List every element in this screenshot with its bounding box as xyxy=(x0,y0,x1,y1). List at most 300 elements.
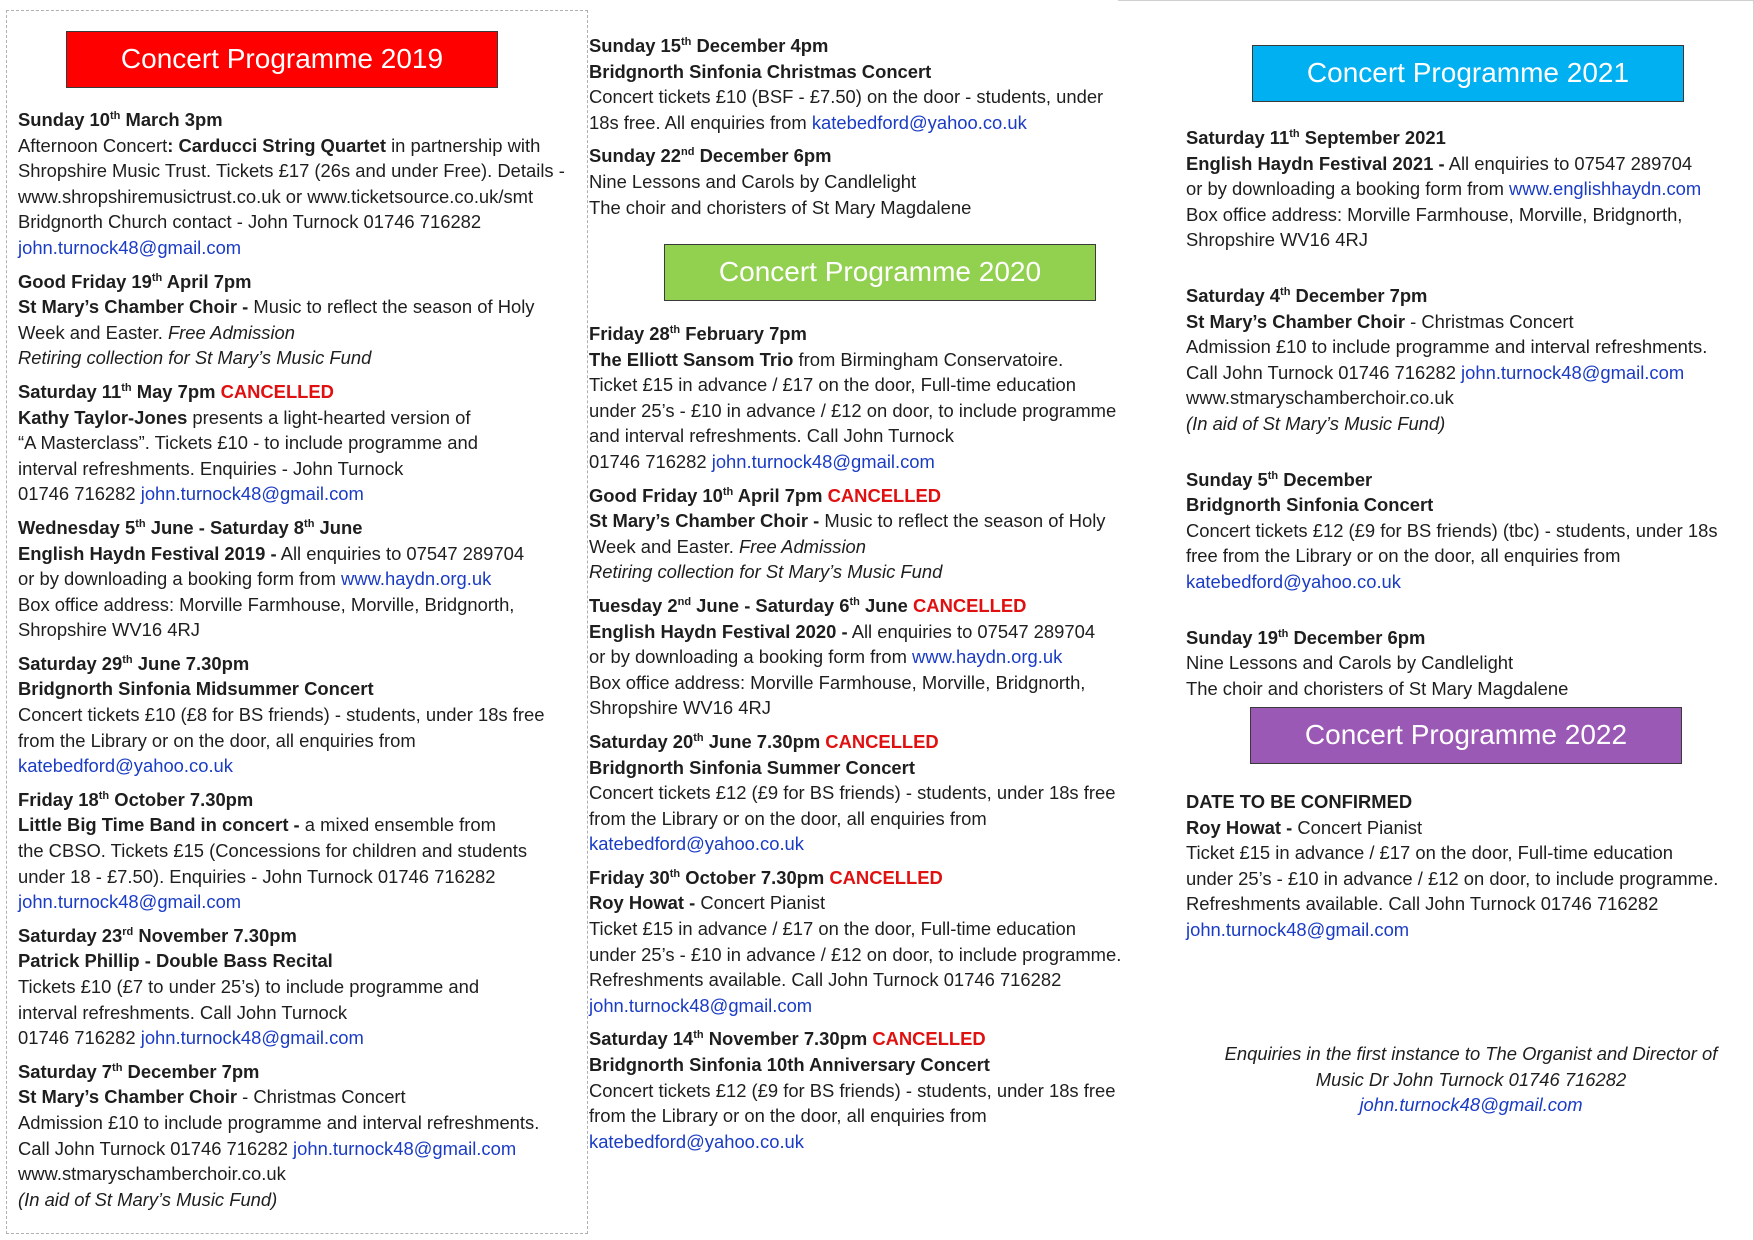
event-detail-line xyxy=(18,184,588,210)
event-entry xyxy=(18,651,588,779)
bold-text: Saturday 11 xyxy=(18,380,122,402)
text-segment: Box office address: Morville Farmhouse, Morville, Bridgnorth, xyxy=(1186,203,1683,225)
bold-text: Sunday 22 xyxy=(589,145,681,167)
bold-text: St Mary’s Chamber Choir - xyxy=(589,510,820,532)
event-detail-line xyxy=(18,405,588,431)
event-detail-line xyxy=(589,619,1159,645)
event-detail-line xyxy=(589,755,1159,781)
italic-text: Free Admission xyxy=(738,535,867,557)
footer-email-link[interactable]: john.turnock48@gmail.com xyxy=(1359,1094,1583,1116)
event-entry xyxy=(589,729,1159,857)
event-date-line xyxy=(18,651,588,677)
contact-link[interactable]: john.turnock48@gmail.com xyxy=(140,1027,364,1049)
contact-link[interactable]: john.turnock48@gmail.com xyxy=(18,891,242,913)
text-segment: Refreshments available. Call John Turnock 01746 716282 xyxy=(589,969,1062,991)
event-entry xyxy=(18,107,588,261)
event-detail-line xyxy=(18,430,588,456)
text-segment: Ticket £15 in advance / £17 on the door, Full-time education xyxy=(589,918,1076,940)
cancelled-badge: CANCELLED xyxy=(827,484,942,506)
ordinal-suffix: th xyxy=(135,517,146,530)
text-segment: Concert Pianist xyxy=(695,892,826,914)
italic-text: Retiring collection for St Mary’s Music Fund xyxy=(18,347,372,369)
event-detail-line xyxy=(18,456,588,482)
text-segment: Admission £10 to include programme and interval refreshments. xyxy=(1186,336,1708,358)
event-entry xyxy=(589,321,1159,475)
text-segment: Week and Easter. xyxy=(18,321,168,343)
enquiries-footer xyxy=(1186,1041,1754,1118)
ordinal-suffix: th xyxy=(112,1061,123,1074)
event-detail-line xyxy=(1186,891,1754,917)
heading-2021: Concert Programme 2021 xyxy=(1252,45,1684,102)
ordinal-suffix: th xyxy=(669,323,681,336)
event-detail-line xyxy=(18,1025,588,1051)
event-detail-line xyxy=(18,838,588,864)
ordinal-suffix: th xyxy=(1280,285,1291,298)
event-detail-line xyxy=(1186,227,1754,253)
event-detail-line xyxy=(18,345,588,371)
event-detail-line xyxy=(589,372,1159,398)
event-entry xyxy=(589,1026,1159,1154)
event-detail-line xyxy=(589,780,1159,806)
bold-text: December 6pm xyxy=(1288,626,1426,648)
bold-text: November 7.30pm xyxy=(133,924,297,946)
ordinal-suffix: th xyxy=(722,485,734,498)
text-segment: Refreshments available. Call John Turnock 01746 716282 xyxy=(1186,893,1659,915)
event-detail-line xyxy=(589,508,1159,534)
bold-text: Friday 30 xyxy=(589,866,670,888)
text-segment: and interval refreshments. Call John Turnock xyxy=(589,425,954,447)
event-detail-line xyxy=(589,59,1159,85)
event-detail-line xyxy=(1186,202,1754,228)
bold-text: April 7pm xyxy=(162,270,252,292)
contact-link[interactable]: john.turnock48@gmail.com xyxy=(140,483,364,505)
event-date-line xyxy=(1186,125,1754,151)
event-detail-line xyxy=(589,1103,1159,1129)
bold-text: September 2021 xyxy=(1299,127,1446,148)
bold-text: The Elliott Sansom Trio xyxy=(589,348,794,370)
events-2022-column xyxy=(1186,789,1754,943)
contact-link[interactable]: katebedford@yahoo.co.uk xyxy=(18,755,233,777)
contact-link[interactable]: john.turnock48@gmail.com xyxy=(1461,361,1685,383)
bold-text: Saturday 4 xyxy=(1186,284,1281,306)
bold-text: June xyxy=(314,516,363,538)
text-segment: Ticket £15 in advance / £17 on the door, Full-time education xyxy=(589,374,1076,396)
bold-text: February 7pm xyxy=(680,323,807,344)
bold-text: March 3pm xyxy=(120,109,223,130)
event-date-line xyxy=(1186,625,1754,651)
text-segment: - Christmas Concert xyxy=(237,1086,406,1108)
text-segment: interval refreshments. Enquiries - John Turnock xyxy=(18,457,404,479)
text-segment: Box office address: Morville Farmhouse, Morville, Bridgnorth, xyxy=(18,593,515,615)
event-date-line xyxy=(1186,467,1754,493)
contact-link[interactable]: katebedford@yahoo.co.uk xyxy=(589,1130,804,1152)
event-detail-line xyxy=(18,753,588,779)
event-entry xyxy=(18,515,588,643)
event-date-line xyxy=(18,923,588,949)
text-segment: presents a light-hearted version of xyxy=(187,406,471,428)
footer-line-2: Music Dr John Turnock 01746 716282 xyxy=(1315,1068,1627,1090)
event-detail-line xyxy=(18,728,588,754)
event-detail-line xyxy=(1186,866,1754,892)
event-detail-line xyxy=(589,423,1159,449)
text-segment: under 25’s - £10 in advance / £12 on door, to include programme. xyxy=(1186,867,1719,889)
event-detail-line xyxy=(589,1052,1159,1078)
event-detail-line xyxy=(589,1078,1159,1104)
event-entry xyxy=(18,1059,588,1213)
event-date-line xyxy=(18,269,588,295)
text-segment: Shropshire WV16 4RJ xyxy=(18,619,200,641)
event-detail-line xyxy=(18,158,588,184)
bold-text: Friday 28 xyxy=(589,323,670,344)
ordinal-suffix: th xyxy=(121,381,132,394)
event-detail-line xyxy=(1186,840,1754,866)
event-detail-line xyxy=(1186,360,1754,386)
text-segment: from the Library or on the door, all enquiries from xyxy=(589,807,987,829)
text-segment: All enquiries to 07547 289704 xyxy=(847,620,1096,642)
event-detail-line xyxy=(589,449,1159,475)
event-detail-line xyxy=(589,890,1159,916)
bold-text: English Haydn Festival 2020 - xyxy=(589,620,848,642)
event-detail-line xyxy=(1186,543,1754,569)
event-detail-line xyxy=(589,644,1159,670)
bold-text: Sunday 5 xyxy=(1186,468,1268,490)
bold-text: Sunday 10 xyxy=(18,109,110,130)
text-segment: Concert tickets £10 (£8 for BS friends) - students, under 18s free xyxy=(18,704,545,726)
bold-text: December 6pm xyxy=(694,145,832,167)
event-date-line xyxy=(589,729,1159,755)
text-segment: 01746 716282 xyxy=(18,483,141,505)
text-segment: Box office address: Morville Farmhouse, Morville, Bridgnorth, xyxy=(589,671,1086,693)
event-detail-line xyxy=(589,398,1159,424)
text-segment: The choir and choristers of St Mary Magdalene xyxy=(1186,677,1569,699)
text-segment: from Birmingham Conservatoire. xyxy=(793,348,1064,370)
bold-text: Tuesday 2 xyxy=(589,594,678,616)
text-segment: Call John Turnock 01746 716282 xyxy=(18,1137,294,1159)
contact-link[interactable]: www.haydn.org.uk xyxy=(912,646,1063,668)
bold-text: English Haydn Festival 2021 - xyxy=(1186,152,1445,174)
event-detail-line xyxy=(1186,411,1754,437)
contact-link[interactable]: john.turnock48@gmail.com xyxy=(1186,918,1410,940)
event-detail-line xyxy=(18,1000,588,1026)
event-date-line xyxy=(589,483,1159,509)
events-2019-column xyxy=(18,107,588,1212)
event-date-line xyxy=(18,515,588,541)
event-detail-line xyxy=(1186,676,1754,702)
text-segment: Ticket £15 in advance / £17 on the door, Full-time education xyxy=(1186,842,1673,864)
text-segment: a mixed ensemble from xyxy=(299,814,496,836)
text-segment: Shropshire WV16 4RJ xyxy=(1186,229,1368,251)
event-detail-line xyxy=(1186,334,1754,360)
text-segment: www.stmaryschamberchoir.co.uk xyxy=(1186,387,1454,409)
text-segment: 01746 716282 xyxy=(589,450,712,472)
heading-2019: Concert Programme 2019 xyxy=(66,31,498,88)
bold-text: Bridgnorth Sinfonia Midsummer Concert xyxy=(18,678,374,700)
event-entry xyxy=(589,865,1159,1019)
ordinal-suffix: th xyxy=(304,517,315,530)
bold-text: June - Saturday 6 xyxy=(691,594,850,616)
text-segment: Concert tickets £10 (BSF - £7.50) on the door - students, under xyxy=(589,86,1104,108)
bold-text: Saturday 7 xyxy=(18,1060,113,1082)
cancelled-badge: CANCELLED xyxy=(872,1028,986,1050)
event-detail-line xyxy=(1186,650,1754,676)
event-date-line xyxy=(589,1026,1159,1052)
event-detail-line xyxy=(18,676,588,702)
bold-text: Good Friday 19 xyxy=(18,270,152,292)
ordinal-suffix: nd xyxy=(681,146,695,159)
event-detail-line xyxy=(1186,917,1754,943)
text-segment: under 18 - £7.50). Enquiries - John Turnock 01746 716282 xyxy=(18,865,496,887)
bold-text: Saturday 29 xyxy=(18,652,123,674)
text-segment: All enquiries to 07547 289704 xyxy=(1444,152,1693,174)
event-detail-line xyxy=(18,812,588,838)
bold-text: St Mary’s Chamber Choir xyxy=(18,1086,238,1108)
text-segment: or by downloading a booking form from xyxy=(18,568,342,590)
events-2020-column xyxy=(589,321,1159,1154)
bold-text: Sunday 19 xyxy=(1186,626,1278,648)
event-entry xyxy=(1186,283,1754,437)
event-detail-line xyxy=(589,195,1159,221)
contact-link[interactable]: www.englishhaydn.com xyxy=(1509,178,1702,200)
text-segment: Admission £10 to include programme and interval refreshments. xyxy=(18,1111,540,1133)
bold-text: Wednesday 5 xyxy=(18,516,136,538)
event-detail-line xyxy=(18,566,588,592)
bold-text: June 7.30pm xyxy=(703,730,826,752)
bold-text: Bridgnorth Sinfonia Christmas Concert xyxy=(589,60,932,82)
italic-text: Free Admission xyxy=(167,321,296,343)
text-segment: 01746 716282 xyxy=(18,1027,141,1049)
event-detail-line xyxy=(1186,151,1754,177)
bold-text: Roy Howat - xyxy=(589,892,696,914)
text-segment: Shropshire Music Trust. Tickets £17 (26s and under Free). Details - xyxy=(18,160,565,182)
text-segment: www.stmaryschamberchoir.co.uk xyxy=(18,1163,286,1185)
event-date-line xyxy=(589,865,1159,891)
cancelled-badge: CANCELLED xyxy=(220,380,334,402)
event-detail-line xyxy=(18,1136,588,1162)
cancelled-badge: CANCELLED xyxy=(829,866,943,888)
ordinal-suffix: th xyxy=(98,789,110,802)
event-detail-line xyxy=(589,831,1159,857)
event-entry xyxy=(589,143,1159,220)
bold-text: October 7.30pm xyxy=(680,866,830,888)
ordinal-suffix: th xyxy=(1267,469,1279,482)
text-segment: Bridgnorth Church contact - John Turnock 01746 716282 xyxy=(18,211,482,233)
bold-text: Little Big Time Band in concert - xyxy=(18,814,300,836)
bold-text: Saturday 23 xyxy=(18,924,123,946)
contact-link[interactable]: john.turnock48@gmail.com xyxy=(18,236,242,258)
ordinal-suffix: th xyxy=(1278,627,1289,640)
cancelled-badge: CANCELLED xyxy=(913,594,1027,616)
italic-text: (In aid of St Mary’s Music Fund) xyxy=(1186,412,1446,434)
bold-text: December 7pm xyxy=(1290,284,1428,306)
event-detail-line xyxy=(589,169,1159,195)
event-detail-line xyxy=(1186,518,1754,544)
event-detail-line xyxy=(589,967,1159,993)
text-segment: www.shropshiremusictrust.co.uk or www.ticketsource.co.uk/smt xyxy=(18,185,534,207)
text-segment: 18s free. All enquiries from xyxy=(589,111,812,133)
text-segment: Concert Pianist xyxy=(1292,816,1423,838)
event-detail-line xyxy=(589,942,1159,968)
text-segment: under 25’s - £10 in advance / £12 on door, to include programme. xyxy=(589,943,1122,965)
event-date-line xyxy=(1186,283,1754,309)
text-segment: Concert tickets £12 (£9 for BS friends) - students, under 18s free xyxy=(589,782,1116,804)
event-detail-line xyxy=(1186,815,1754,841)
contact-link[interactable]: john.turnock48@gmail.com xyxy=(293,1137,517,1159)
event-detail-line xyxy=(18,1187,588,1213)
heading-2022: Concert Programme 2022 xyxy=(1250,707,1682,764)
event-detail-line xyxy=(589,84,1159,110)
bold-text: St Mary’s Chamber Choir - xyxy=(18,296,249,318)
bold-text: : Carducci String Quartet xyxy=(167,134,386,156)
event-entry xyxy=(589,33,1159,135)
ordinal-suffix: th xyxy=(693,1029,704,1042)
event-detail-line xyxy=(1186,309,1754,335)
text-segment: from the Library or on the door, all enquiries from xyxy=(589,1105,987,1127)
event-detail-line xyxy=(589,110,1159,136)
event-detail-line xyxy=(18,702,588,728)
event-detail-line xyxy=(1186,492,1754,518)
ordinal-suffix: th xyxy=(693,731,704,744)
event-entry xyxy=(1186,125,1754,253)
bold-text: Roy Howat - xyxy=(1186,816,1293,838)
event-date-line xyxy=(18,379,588,405)
contact-link[interactable]: john.turnock48@gmail.com xyxy=(711,450,935,472)
contact-link[interactable]: katebedford@yahoo.co.uk xyxy=(589,833,804,855)
event-detail-line xyxy=(589,534,1159,560)
event-detail-line xyxy=(18,1161,588,1187)
text-segment: under 25’s - £10 in advance / £12 on door, to include programme xyxy=(589,399,1117,421)
contact-link[interactable]: katebedford@yahoo.co.uk xyxy=(1186,570,1401,592)
events-2021-column xyxy=(1186,125,1754,701)
bold-text: Patrick Phillip - Double Bass Recital xyxy=(18,950,333,972)
bold-text: December 4pm xyxy=(691,35,829,56)
event-detail-line xyxy=(18,320,588,346)
event-detail-line xyxy=(589,559,1159,585)
bold-text: June 7.30pm xyxy=(132,652,250,674)
footer-line-1: Enquiries in the first instance to The Organist and Director of xyxy=(1224,1043,1718,1064)
event-date-line xyxy=(589,33,1159,59)
event-detail-line xyxy=(589,1129,1159,1155)
bold-text: Saturday 14 xyxy=(589,1028,694,1050)
text-segment: in partnership with xyxy=(385,134,541,156)
event-entry xyxy=(18,379,588,507)
event-entry xyxy=(589,483,1159,585)
bold-text: June xyxy=(859,594,914,616)
event-detail-line xyxy=(18,235,588,261)
event-detail-line xyxy=(589,993,1159,1019)
text-segment: Concert tickets £12 (£9 for BS friends) (tbc) - students, under 18s xyxy=(1186,519,1718,541)
ordinal-suffix: th xyxy=(1289,127,1300,140)
event-detail-line xyxy=(18,864,588,890)
bold-text: Bridgnorth Sinfonia Summer Concert xyxy=(589,756,915,778)
event-detail-line xyxy=(18,481,588,507)
bold-text: Kathy Taylor-Jones xyxy=(18,406,188,428)
text-segment: Week and Easter. xyxy=(589,535,739,557)
text-segment: “A Masterclass”. Tickets £10 - to include programme and xyxy=(18,432,478,454)
text-segment: Tickets £10 (£7 to under 25’s) to include programme and xyxy=(18,976,480,997)
event-detail-line xyxy=(18,294,588,320)
event-entry xyxy=(18,787,588,915)
event-date-line xyxy=(589,321,1159,347)
event-detail-line xyxy=(18,617,588,643)
event-detail-line xyxy=(1186,385,1754,411)
contact-link[interactable]: katebedford@yahoo.co.uk xyxy=(811,111,1027,133)
bold-text: November 7.30pm xyxy=(703,1028,873,1050)
event-entry xyxy=(18,923,588,1051)
contact-link[interactable]: www.haydn.org.uk xyxy=(341,568,492,590)
text-segment: free from the Library or on the door, all enquiries from xyxy=(1186,545,1621,567)
event-detail-line xyxy=(18,133,588,159)
ordinal-suffix: th xyxy=(849,595,860,608)
event-detail-line xyxy=(18,209,588,235)
bold-text: Saturday 20 xyxy=(589,730,694,752)
bold-text: English Haydn Festival 2019 - xyxy=(18,542,277,564)
text-segment: - Christmas Concert xyxy=(1405,310,1574,332)
text-segment: All enquiries to 07547 289704 xyxy=(276,542,525,564)
contact-link[interactable]: john.turnock48@gmail.com xyxy=(589,994,813,1016)
event-date-line xyxy=(18,1059,588,1085)
event-detail-line xyxy=(589,806,1159,832)
ordinal-suffix: nd xyxy=(677,595,692,608)
event-detail-line xyxy=(18,1084,588,1110)
ordinal-suffix: th xyxy=(681,35,692,48)
italic-text: Retiring collection for St Mary’s Music Fund xyxy=(589,561,943,583)
text-segment: interval refreshments. Call John Turnock xyxy=(18,1001,348,1023)
bold-text: Good Friday 10 xyxy=(589,484,723,506)
bold-text: October 7.30pm xyxy=(109,788,254,810)
event-date-line xyxy=(589,143,1159,169)
text-segment: Afternoon Concert xyxy=(18,134,168,156)
events-2019-continued-column xyxy=(589,33,1159,220)
event-detail-line xyxy=(589,347,1159,373)
text-segment: The choir and choristers of St Mary Magdalene xyxy=(589,196,972,218)
bold-text: June - Saturday 8 xyxy=(145,516,305,538)
ordinal-suffix: th xyxy=(110,109,121,122)
event-detail-line xyxy=(1186,569,1754,595)
event-entry xyxy=(18,269,588,371)
event-detail-line xyxy=(18,974,588,1000)
bold-text: Friday 18 xyxy=(18,788,99,810)
event-date-line xyxy=(589,593,1159,619)
text-segment: Music to reflect the season of Holy xyxy=(248,296,535,318)
bold-text: April 7pm xyxy=(733,484,828,506)
text-segment: Shropshire WV16 4RJ xyxy=(589,697,771,719)
event-detail-line xyxy=(589,695,1159,721)
text-segment: Nine Lessons and Carols by Candlelight xyxy=(589,170,917,192)
event-detail-line xyxy=(18,948,588,974)
event-detail-line xyxy=(18,592,588,618)
text-segment: or by downloading a booking form from xyxy=(1186,178,1510,200)
text-segment: Music to reflect the season of Holy xyxy=(819,510,1106,532)
ordinal-suffix: th xyxy=(122,653,133,666)
ordinal-suffix: rd xyxy=(122,925,134,938)
ordinal-suffix: th xyxy=(151,271,163,284)
event-date-line xyxy=(18,787,588,813)
event-date-line xyxy=(1186,789,1754,815)
heading-2020: Concert Programme 2020 xyxy=(664,244,1096,301)
event-detail-line xyxy=(1186,176,1754,202)
event-detail-line xyxy=(18,541,588,567)
event-entry xyxy=(589,593,1159,721)
text-segment: the CBSO. Tickets £15 (Concessions for children and students xyxy=(18,840,528,862)
text-segment: Concert tickets £12 (£9 for BS friends) - students, under 18s free xyxy=(589,1079,1116,1101)
bold-text: Bridgnorth Sinfonia 10th Anniversary Concert xyxy=(589,1054,990,1076)
event-detail-line xyxy=(18,1110,588,1136)
italic-text: (In aid of St Mary’s Music Fund) xyxy=(18,1188,278,1210)
bold-text: Sunday 15 xyxy=(589,35,681,56)
bold-text: December xyxy=(1278,468,1373,490)
bold-text: DATE TO BE CONFIRMED xyxy=(1186,791,1413,812)
event-detail-line xyxy=(589,916,1159,942)
